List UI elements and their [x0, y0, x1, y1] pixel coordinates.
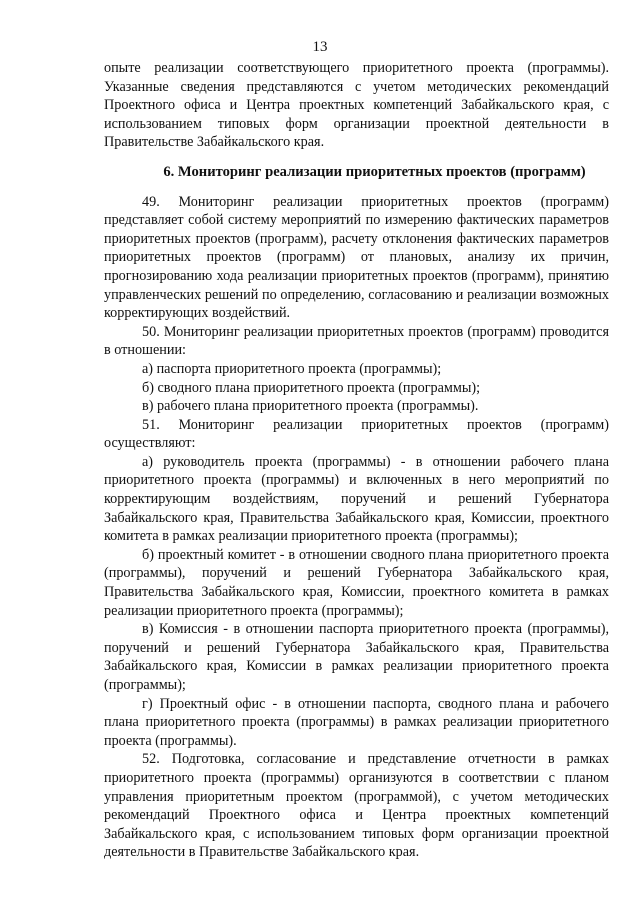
paragraph-51: 51. Мониторинг реализации приоритетных проектов (программ) осуществляют: [104, 416, 609, 452]
paragraph-50: 50. Мониторинг реализации приоритетных проектов (программ) проводится в отношении: [104, 323, 609, 359]
paragraph-50-item-v: в) рабочего плана приоритетного проекта (программы). [142, 398, 479, 415]
page-number: 13 [312, 39, 328, 55]
paragraph-51-item-v: в) Комиссия - в отношении паспорта приоритетного проекта (программы), поручений и решений Губернатора Забайкальского края, Правительства Забайкальского края, Комиссии в рамках реализации приоритетного проекта (программы); [104, 621, 609, 693]
paragraph-51-item-b: б) проектный комитет - в отношении сводного плана приоритетного проекта (программы), поручений и решений Губернатора Забайкальского края, Правительства Забайкальского края, Комиссии, проектного комитета в рамках реализации приоритетного проекта (программы); [104, 546, 609, 619]
document-body [104, 59, 609, 862]
paragraph-50-item-a: а) паспорта приоритетного проекта (программы); [142, 360, 442, 377]
paragraph-52: 52. Подготовка, согласование и представление отчетности в рамках приоритетного проекта (программы) организуются в соответствии с планом управления приоритетным проектом (программой), с учетом методических рекомендаций Проектного офиса и Центра проектных компетенций Забайкальского края, с использованием типовых форм организации проектной деятельности в Правительстве Забайкальского края. [104, 751, 609, 861]
section-heading: 6. Мониторинг реализации приоритетных проектов (программ) [163, 163, 586, 180]
paragraph-continuation: опыте реализации соответствующего приоритетного проекта (программы). Указанные сведения представляются с учетом методических рекомендаций Проектного офиса и Центра проектных компетенций Забайкальского края, с использованием типовых форм организации проектной деятельности в Правительстве Забайкальского края. [104, 60, 609, 151]
paragraph-50-item-b: б) сводного плана приоритетного проекта (программы); [142, 379, 481, 396]
paragraph-49: 49. Мониторинг реализации приоритетных проектов (программ) представляет собой систему мероприятий по измерению фактических параметров приоритетных проектов (программ), расчету отклонения фактических параметров приоритетных проектов (программ) от плановых, анализу их причин, прогнозированию хода реализации приоритетных проектов (программ), принятию управленческих решений по определению, согласованию и реализации возможных корректирующих воздействий. [104, 193, 609, 322]
paragraph-51-item-g: г) Проектный офис - в отношении паспорта, сводного плана и рабочего плана приоритетного проекта (программы) в рамках реализации приоритетного проекта (программы). [104, 695, 609, 749]
paragraph-51-item-a: а) руководитель проекта (программы) - в отношении рабочего плана приоритетного проекта (программы) и включенных в него мероприятий по корректирующим воздействиям, поручений и решений Губернатора Забайкальского края, Правительства Забайкальского края, Комиссии, проектного комитета в рамках реализации приоритетного проекта (программы); [104, 453, 609, 545]
